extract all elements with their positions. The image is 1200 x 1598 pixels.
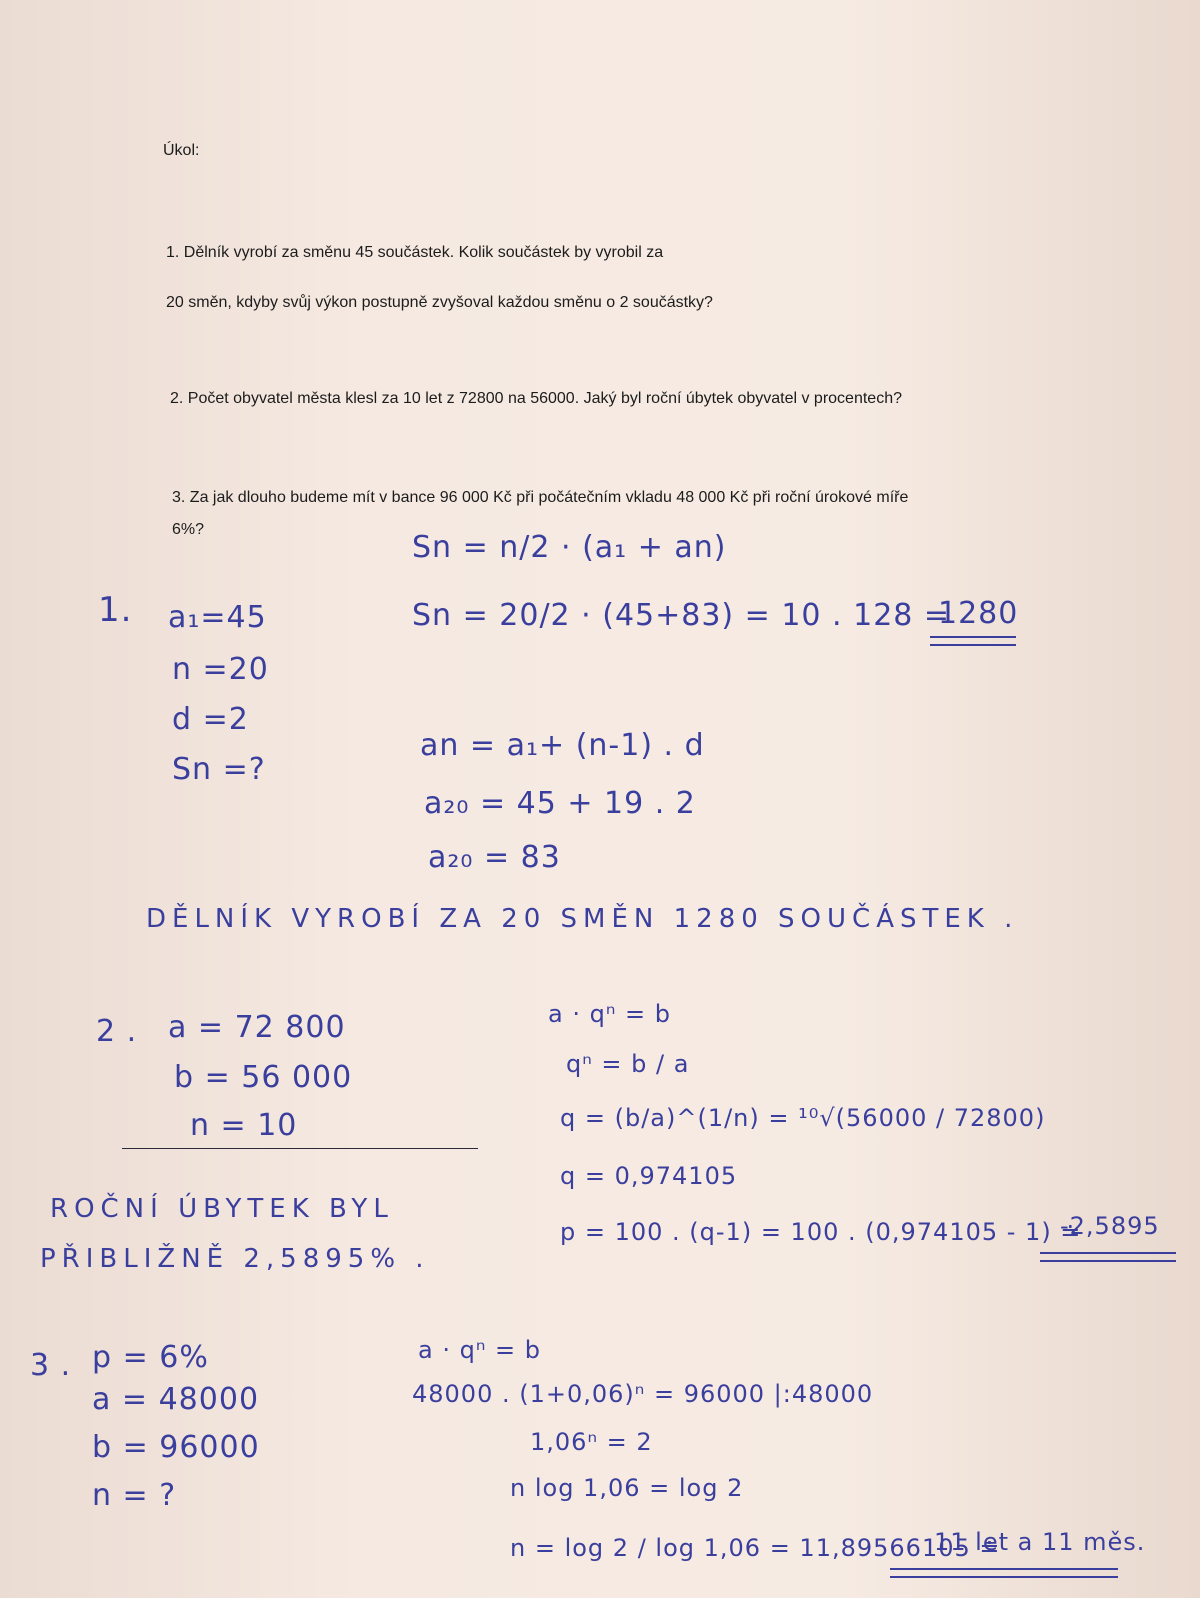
step-2-2: qⁿ = b / a <box>566 1050 690 1078</box>
step-2-5: p = 100 . (q-1) = 100 . (0,974105 - 1) ≐ <box>560 1218 1082 1246</box>
question-3-line-1: 3. Za jak dlouho budeme mít v bance 96 000 Kč při počátečním vkladu 48 000 Kč při roční úrokové míře <box>172 489 909 506</box>
given-3-n: n = ? <box>92 1478 177 1513</box>
answer-2-line-2: PŘIBLIŽNĚ 2,5895% . <box>40 1244 430 1274</box>
given-3-b: b = 96000 <box>92 1430 260 1465</box>
result-2-underline-2 <box>1040 1260 1176 1262</box>
answer-1: DĚLNÍK VYROBÍ ZA 20 SMĚN 1280 SOUČÁSTEK . <box>146 904 1019 934</box>
given-2-b: b = 56 000 <box>174 1060 353 1095</box>
solution-3-number: 3 . <box>30 1348 72 1383</box>
step-3-1: a · qⁿ = b <box>418 1336 541 1364</box>
result-2: -2,5895 <box>1060 1212 1160 1240</box>
given-1-a1: a₁=45 <box>168 600 267 635</box>
solution-1-number: 1. <box>98 590 133 630</box>
step-3-5: n = log 2 / log 1,06 = 11,89566105 ≐ <box>510 1534 1001 1562</box>
given-3-p: p = 6% <box>92 1340 209 1375</box>
calc-a20: a₂₀ = 45 + 19 . 2 <box>424 786 696 821</box>
calc-sum: Sn = 20/2 · (45+83) = 10 . 128 = <box>412 598 951 633</box>
result-3-underline-2 <box>890 1576 1118 1578</box>
given-2-n: n = 10 <box>190 1108 298 1143</box>
question-1-line-2: 20 směn, kdyby svůj výkon postupně zvyšoval každou směnu o 2 součástky? <box>166 294 713 311</box>
given-3-a: a = 48000 <box>92 1382 260 1417</box>
result-sum: 1280 <box>938 596 1019 631</box>
solution-2-number: 2 . <box>96 1014 138 1049</box>
step-3-2: 48000 . (1+0,06)ⁿ = 96000 |:48000 <box>412 1380 874 1408</box>
formula-an: an = a₁+ (n-1) . d <box>420 728 705 763</box>
step-3-4: n log 1,06 = log 2 <box>510 1474 744 1502</box>
result-3-underline-1 <box>890 1568 1118 1570</box>
formula-sum: Sn = n/2 · (a₁ + an) <box>412 530 727 565</box>
step-2-4: q = 0,974105 <box>560 1162 738 1190</box>
result-a20: a₂₀ = 83 <box>428 840 561 875</box>
result-sum-underline-2 <box>930 644 1016 646</box>
given-1-sn: Sn =? <box>172 752 266 787</box>
question-1-line-1: 1. Dělník vyrobí za směnu 45 součástek. Kolik součástek by vyrobil za <box>166 244 664 261</box>
result-3: 11 let a 11 měs. <box>934 1528 1146 1556</box>
given-2-a: a = 72 800 <box>168 1010 346 1045</box>
given-1-d: d =2 <box>172 702 249 737</box>
task-heading: Úkol: <box>163 142 200 159</box>
step-2-1: a · qⁿ = b <box>548 1000 671 1028</box>
result-sum-underline-1 <box>930 636 1016 638</box>
result-2-underline-1 <box>1040 1252 1176 1254</box>
question-3-line-2: 6%? <box>172 521 205 538</box>
question-2: 2. Počet obyvatel města klesl za 10 let z 72800 na 56000. Jaký byl roční úbytek obyvatel v procentech? <box>170 390 902 407</box>
given-1-n: n =20 <box>172 652 269 687</box>
step-2-3: q = (b/a)^(1/n) = ¹⁰√(56000 / 72800) <box>560 1104 1046 1132</box>
divider-line <box>122 1148 478 1149</box>
step-3-3: 1,06ⁿ = 2 <box>530 1428 653 1456</box>
answer-2-line-1: ROČNÍ ÚBYTEK BYL <box>50 1194 394 1224</box>
